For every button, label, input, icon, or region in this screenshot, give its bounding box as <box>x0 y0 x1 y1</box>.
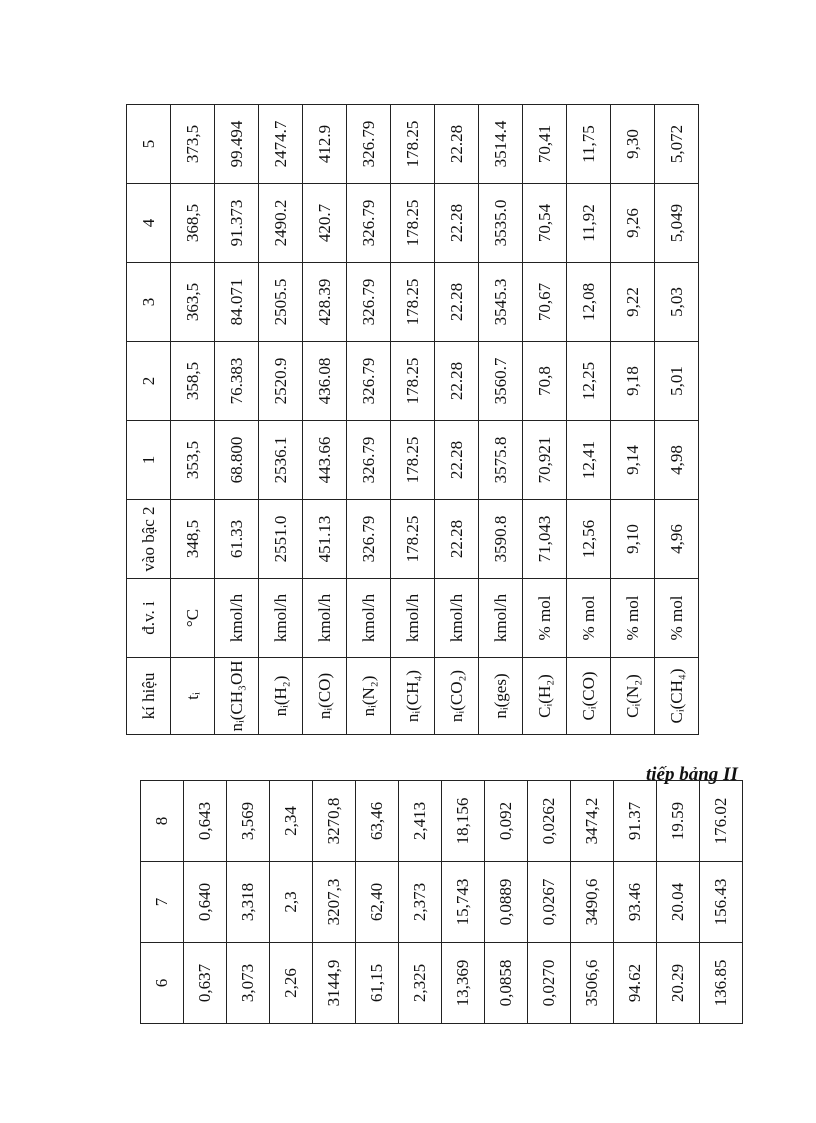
table-cell: 12,08 <box>567 263 611 342</box>
table-cell: 178.25 <box>391 342 435 421</box>
table-cell: % mol <box>567 579 611 658</box>
table-row <box>571 781 614 1024</box>
table-cell: 5,03 <box>655 263 699 342</box>
table-cell: 11,92 <box>567 184 611 263</box>
table-cell: 2,373 <box>399 862 442 943</box>
table-cell: 420.7 <box>303 184 347 263</box>
table-row <box>442 781 485 1024</box>
table-cell: 3144,9 <box>313 943 356 1024</box>
table-cell: 2,3 <box>270 862 313 943</box>
table-row <box>399 781 442 1024</box>
table-cell: 93.46 <box>614 862 657 943</box>
table-cell: 3535.0 <box>479 184 523 263</box>
table-cell: 3270,8 <box>313 781 356 862</box>
table-cell: 326.79 <box>347 342 391 421</box>
header-cell: 8 <box>141 781 184 862</box>
table-cell: 2520.9 <box>259 342 303 421</box>
table-row <box>171 105 215 735</box>
table-cell: 5,01 <box>655 342 699 421</box>
table-row <box>227 781 270 1024</box>
header-cell: 2 <box>127 342 171 421</box>
table-cell: 70,921 <box>523 421 567 500</box>
table-cell: 3207,3 <box>313 862 356 943</box>
table-header-row <box>127 105 171 735</box>
table-cell: 0,0262 <box>528 781 571 862</box>
table-cell: 22.28 <box>435 500 479 579</box>
table-cell: 3590.8 <box>479 500 523 579</box>
table-cell: kmol/h <box>259 579 303 658</box>
table-cell: 4,96 <box>655 500 699 579</box>
table-row <box>700 781 743 1024</box>
row-label-cell: Cᵢ(N₂) <box>611 658 655 735</box>
table-row <box>567 105 611 735</box>
row-label-cell: nᵢ(CH₄) <box>391 658 435 735</box>
table-cell: 9,18 <box>611 342 655 421</box>
table-cell: 0,643 <box>184 781 227 862</box>
table-cell: 3545.3 <box>479 263 523 342</box>
table-cell: 428.39 <box>303 263 347 342</box>
table-cell: 0,640 <box>184 862 227 943</box>
header-cell: 6 <box>141 943 184 1024</box>
table-cell: 326.79 <box>347 263 391 342</box>
header-cell: 7 <box>141 862 184 943</box>
table-cell: 0,0858 <box>485 943 528 1024</box>
table-row <box>270 781 313 1024</box>
table-cell: 3560.7 <box>479 342 523 421</box>
table-cell: 2,26 <box>270 943 313 1024</box>
table-cell: 15,743 <box>442 862 485 943</box>
table-cell: 71,043 <box>523 500 567 579</box>
table-cell: 358,5 <box>171 342 215 421</box>
table-cell: 178.25 <box>391 500 435 579</box>
table-cell: 436.08 <box>303 342 347 421</box>
table-cell: 9,14 <box>611 421 655 500</box>
table-cell: 3575.8 <box>479 421 523 500</box>
table-cell: 9,30 <box>611 105 655 184</box>
table-cell: kmol/h <box>347 579 391 658</box>
table-cell: 12,56 <box>567 500 611 579</box>
table-row <box>657 781 700 1024</box>
table-cell: 61.33 <box>215 500 259 579</box>
table-cell: 4,98 <box>655 421 699 500</box>
data-table-main <box>126 104 699 735</box>
table-row <box>655 105 699 735</box>
table-cell: 2536.1 <box>259 421 303 500</box>
table-cell: 9,22 <box>611 263 655 342</box>
table-cell: 0,0267 <box>528 862 571 943</box>
table-cell: 2,325 <box>399 943 442 1024</box>
table-cell: kmol/h <box>391 579 435 658</box>
table-cell: 176.02 <box>700 781 743 862</box>
table-row <box>356 781 399 1024</box>
table-row <box>479 105 523 735</box>
table-cell: 353,5 <box>171 421 215 500</box>
table-row <box>391 105 435 735</box>
table-caption: tiếp bảng II <box>646 764 738 785</box>
table-cell: 2474.7 <box>259 105 303 184</box>
table-cell: 363,5 <box>171 263 215 342</box>
row-label-cell: nᵢ(N₂) <box>347 658 391 735</box>
table-cell: 2,34 <box>270 781 313 862</box>
table-cell: 19.59 <box>657 781 700 862</box>
header-cell: 1 <box>127 421 171 500</box>
table-cell: 11,75 <box>567 105 611 184</box>
table-cell: 70,67 <box>523 263 567 342</box>
table-cell: % mol <box>523 579 567 658</box>
table-cell: 2551.0 <box>259 500 303 579</box>
table-cell: kmol/h <box>435 579 479 658</box>
table-cell: 70,8 <box>523 342 567 421</box>
row-label-cell: Cᵢ(CH₄) <box>655 658 699 735</box>
row-label-cell: nᵢ(CO) <box>303 658 347 735</box>
table-cell: 9,26 <box>611 184 655 263</box>
row-label-cell: nᵢ(H₂) <box>259 658 303 735</box>
table-cell: 3490,6 <box>571 862 614 943</box>
row-label-cell: nᵢ(CH₃OH <box>215 658 259 735</box>
table-row <box>313 781 356 1024</box>
table-cell: 70,54 <box>523 184 567 263</box>
table-cell: % mol <box>611 579 655 658</box>
header-cell: đ.v. i <box>127 579 171 658</box>
table-cell: 0,637 <box>184 943 227 1024</box>
header-cell: vào bậc 2 <box>127 500 171 579</box>
table-cell: 0,0889 <box>485 862 528 943</box>
table-cell: 0,092 <box>485 781 528 862</box>
table-cell: 3474,2 <box>571 781 614 862</box>
table-row <box>485 781 528 1024</box>
table-cell: 0,0270 <box>528 943 571 1024</box>
table-cell: °C <box>171 579 215 658</box>
table-cell: 62,40 <box>356 862 399 943</box>
row-label-cell: Cᵢ(H₂) <box>523 658 567 735</box>
table-cell: 2505.5 <box>259 263 303 342</box>
header-cell: kí hiệu <box>127 658 171 735</box>
table-cell: 18,156 <box>442 781 485 862</box>
table-cell: 22.28 <box>435 342 479 421</box>
table-row <box>435 105 479 735</box>
table-cell: 22.28 <box>435 184 479 263</box>
table-cell: kmol/h <box>215 579 259 658</box>
row-label-cell: nᵢ(CO₂) <box>435 658 479 735</box>
data-table-continuation <box>140 780 743 1024</box>
table-row <box>347 105 391 735</box>
row-label-cell: nᵢ(ges) <box>479 658 523 735</box>
table-cell: 84.071 <box>215 263 259 342</box>
table-cell: 22.28 <box>435 421 479 500</box>
table-cell: 3514.4 <box>479 105 523 184</box>
table-cell: % mol <box>655 579 699 658</box>
table-cell: 70,41 <box>523 105 567 184</box>
table-cell: 451.13 <box>303 500 347 579</box>
table-cell: 443.66 <box>303 421 347 500</box>
table-cell: 68.800 <box>215 421 259 500</box>
table-cell: 2,413 <box>399 781 442 862</box>
table-cell: 22.28 <box>435 263 479 342</box>
table-cell: 22.28 <box>435 105 479 184</box>
table-cell: 3,569 <box>227 781 270 862</box>
table-header-row <box>141 781 184 1024</box>
table-row <box>523 105 567 735</box>
table-row <box>259 105 303 735</box>
header-cell: 3 <box>127 263 171 342</box>
table-cell: 178.25 <box>391 421 435 500</box>
table-row <box>303 105 347 735</box>
table-row <box>184 781 227 1024</box>
table-cell: 3,073 <box>227 943 270 1024</box>
table-cell: 136.85 <box>700 943 743 1024</box>
table-cell: 13,369 <box>442 943 485 1024</box>
table-cell: 156.43 <box>700 862 743 943</box>
table-row <box>614 781 657 1024</box>
row-label-cell: Cᵢ(CO) <box>567 658 611 735</box>
table-1-container <box>126 104 699 735</box>
table-cell: 326.79 <box>347 500 391 579</box>
table-cell: 12,25 <box>567 342 611 421</box>
table-row <box>528 781 571 1024</box>
table-cell: 76.383 <box>215 342 259 421</box>
table-cell: 12,41 <box>567 421 611 500</box>
table-cell: 99.494 <box>215 105 259 184</box>
table-cell: 5,049 <box>655 184 699 263</box>
table-cell: kmol/h <box>479 579 523 658</box>
table-2-container <box>140 780 743 1024</box>
table-cell: 326.79 <box>347 421 391 500</box>
table-row <box>611 105 655 735</box>
table-cell: 178.25 <box>391 105 435 184</box>
table-cell: 3,318 <box>227 862 270 943</box>
table-cell: 2490.2 <box>259 184 303 263</box>
table-cell: 348,5 <box>171 500 215 579</box>
table-cell: 178.25 <box>391 184 435 263</box>
table-cell: 94.62 <box>614 943 657 1024</box>
header-cell: 5 <box>127 105 171 184</box>
table-cell: 326.79 <box>347 184 391 263</box>
table-cell: 5,072 <box>655 105 699 184</box>
table-cell: 20.29 <box>657 943 700 1024</box>
table-cell: 368,5 <box>171 184 215 263</box>
table-cell: 326.79 <box>347 105 391 184</box>
table-cell: 3506,6 <box>571 943 614 1024</box>
table-cell: 63,46 <box>356 781 399 862</box>
table-cell: 91.37 <box>614 781 657 862</box>
header-cell: 4 <box>127 184 171 263</box>
table-cell: kmol/h <box>303 579 347 658</box>
table-row <box>215 105 259 735</box>
table-cell: 91.373 <box>215 184 259 263</box>
row-label-cell: tᵢ <box>171 658 215 735</box>
table-cell: 412.9 <box>303 105 347 184</box>
table-cell: 61,15 <box>356 943 399 1024</box>
table-cell: 20.04 <box>657 862 700 943</box>
table-cell: 178.25 <box>391 263 435 342</box>
table-cell: 9,10 <box>611 500 655 579</box>
table-cell: 373,5 <box>171 105 215 184</box>
